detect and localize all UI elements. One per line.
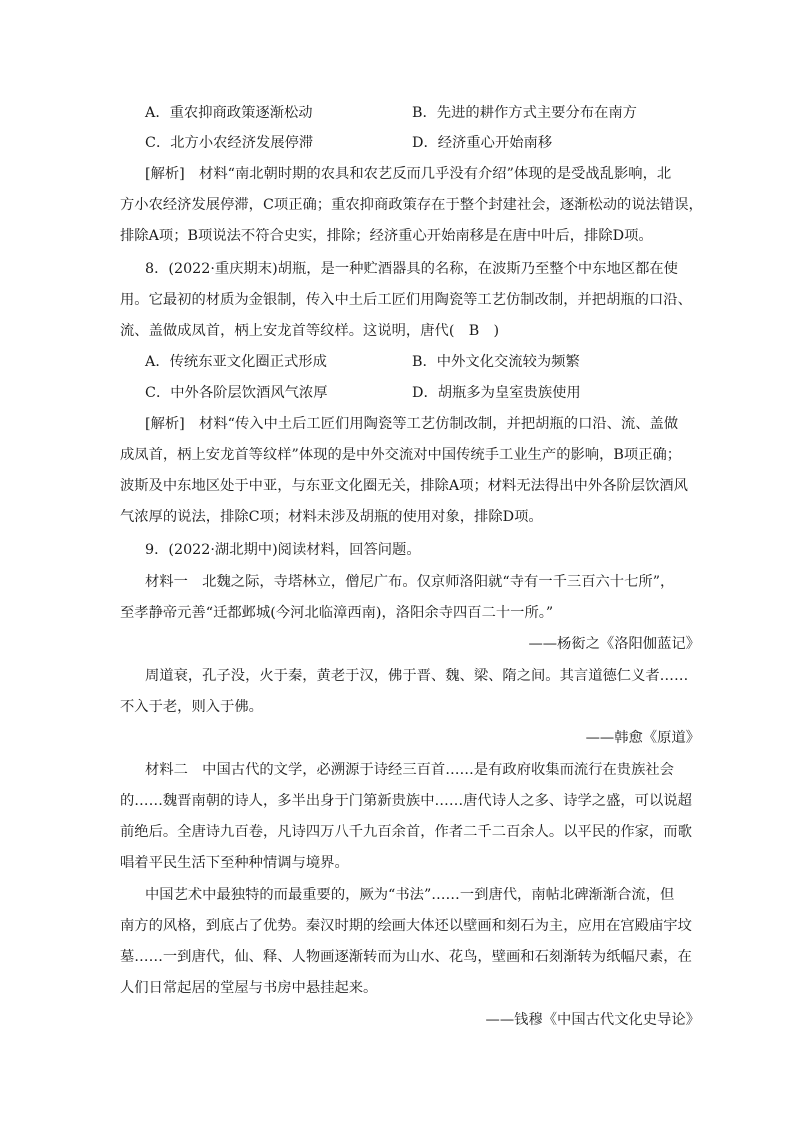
q8-option-a: A．传统东亚文化圈正式形成 — [145, 354, 327, 370]
q8-option-d: D．胡瓶多为皇室贵族使用 — [412, 385, 581, 401]
q8-stem-line: 8．(2022·重庆期末)胡瓶，是一种贮酒器具的名称，在波斯乃至整个中东地区都在使 — [145, 261, 678, 277]
q7-analysis-line: 方小农经济发展停滞，C项正确；重农抑商政策存在于整个封建社会，逐渐松动的说法错误， — [120, 197, 703, 213]
q8-option-b: B．中外文化交流较为频繁 — [412, 354, 580, 370]
q9-material1-quote-line: 周道衰，孔子没，火于秦，黄老于汉，佛于晋、魏、梁、隋之间。其言道德仁义者…… — [145, 668, 689, 684]
q7-analysis-line: 排除A项；B项说法不符合史实，排除；经济重心开始南移是在唐中叶后，排除D项。 — [120, 228, 653, 244]
q8-analysis-line: [解析] 材料“传入中土后工匠们用陶瓷等工艺仿制改制，并把胡瓶的口沿、流、盖做 — [145, 416, 679, 432]
q7-option-a: A．重农抑商政策逐渐松动 — [145, 105, 313, 121]
q9-material1-line: 材料一 北魏之际，寺塔林立，僧尼广布。仅京师洛阳就“寺有一千三百六十七所”， — [145, 574, 675, 590]
q9-material1-quote-line: 不入于老，则入于佛。 — [120, 699, 263, 715]
q7-analysis-line: [解析] 材料“南北朝时期的农具和农艺反而几乎没有介绍”体现的是受战乱影响，北 — [145, 166, 672, 182]
q8-analysis-line: 气浓厚的说法，排除C项；材料未涉及胡瓶的使用对象，排除D项。 — [120, 509, 543, 525]
q7-option-b: B．先进的耕作方式主要分布在南方 — [412, 105, 637, 121]
q9-material2-line: 的……魏晋南朝的诗人，多半出身于门第新贵族中……唐代诗人之多、诗学之盛，可以说超 — [120, 793, 692, 809]
q9-material2-source: ——钱穆《中国古代文化史导论》 — [485, 1012, 700, 1028]
q9-material1-line: 至孝静帝元善“迁都邺城(今河北临漳西南)，洛阳余寺四百二十一所。” — [120, 605, 554, 621]
q9-material2-line: 南方的风格，到底占了优势。秦汉时期的绘画大体还以壁画和刻石为主，应用在宫殿庙宇坟 — [120, 918, 692, 934]
q7-option-d: D．经济重心开始南移 — [412, 135, 553, 151]
q9-material2-line: 墓……一到唐代，仙、释、人物画逐渐转而为山水、花鸟，壁画和石刻渐转为纸幅尺素，在 — [120, 949, 692, 965]
q9-stem: 9．(2022·湖北期中)阅读材料，回答问题。 — [145, 542, 421, 558]
q9-material2-line: 中国艺术中最独特的而最重要的，厥为“书法”……一到唐代，南帖北碑渐渐合流，但 — [145, 887, 675, 903]
q9-material2-line: 人们日常起居的堂屋与书房中悬挂起来。 — [120, 980, 378, 996]
q9-material1-quote-source: ——韩愈《原道》 — [585, 730, 700, 746]
q8-stem-line: 用。它最初的材质为金银制，传入中土后工匠们用陶瓷等工艺仿制改制，并把胡瓶的口沿、 — [120, 292, 692, 308]
q8-stem-line: 流、盖做成凤首，柄上安龙首等纹样。这说明，唐代( B ) — [120, 323, 500, 339]
q8-analysis-line: 成凤首，柄上安龙首等纹样”体现的是中外交流对中国传统手工业生产的影响，B项正确； — [120, 447, 682, 463]
q9-material2-line: 前绝后。全唐诗九百卷，凡诗四万八千九百余首，作者二千二百余人。以平民的作家，而歌 — [120, 824, 692, 840]
q8-analysis-line: 波斯及中东地区处于中亚，与东亚文化圈无关，排除A项；材料无法得出中外各阶层饮酒风 — [120, 478, 688, 494]
q7-option-c: C．北方小农经济发展停滞 — [145, 135, 314, 151]
q9-material2-line: 唱着平民生活下至种种情调与境界。 — [120, 855, 349, 871]
q9-material1-source: ——杨衒之《洛阳伽蓝记》 — [528, 636, 700, 652]
q9-material2-line: 材料二 中国古代的文学，必溯源于诗经三百首……是有政府收集而流行在贵族社会 — [145, 762, 674, 778]
q8-option-c: C．中外各阶层饮酒风气浓厚 — [145, 385, 328, 401]
